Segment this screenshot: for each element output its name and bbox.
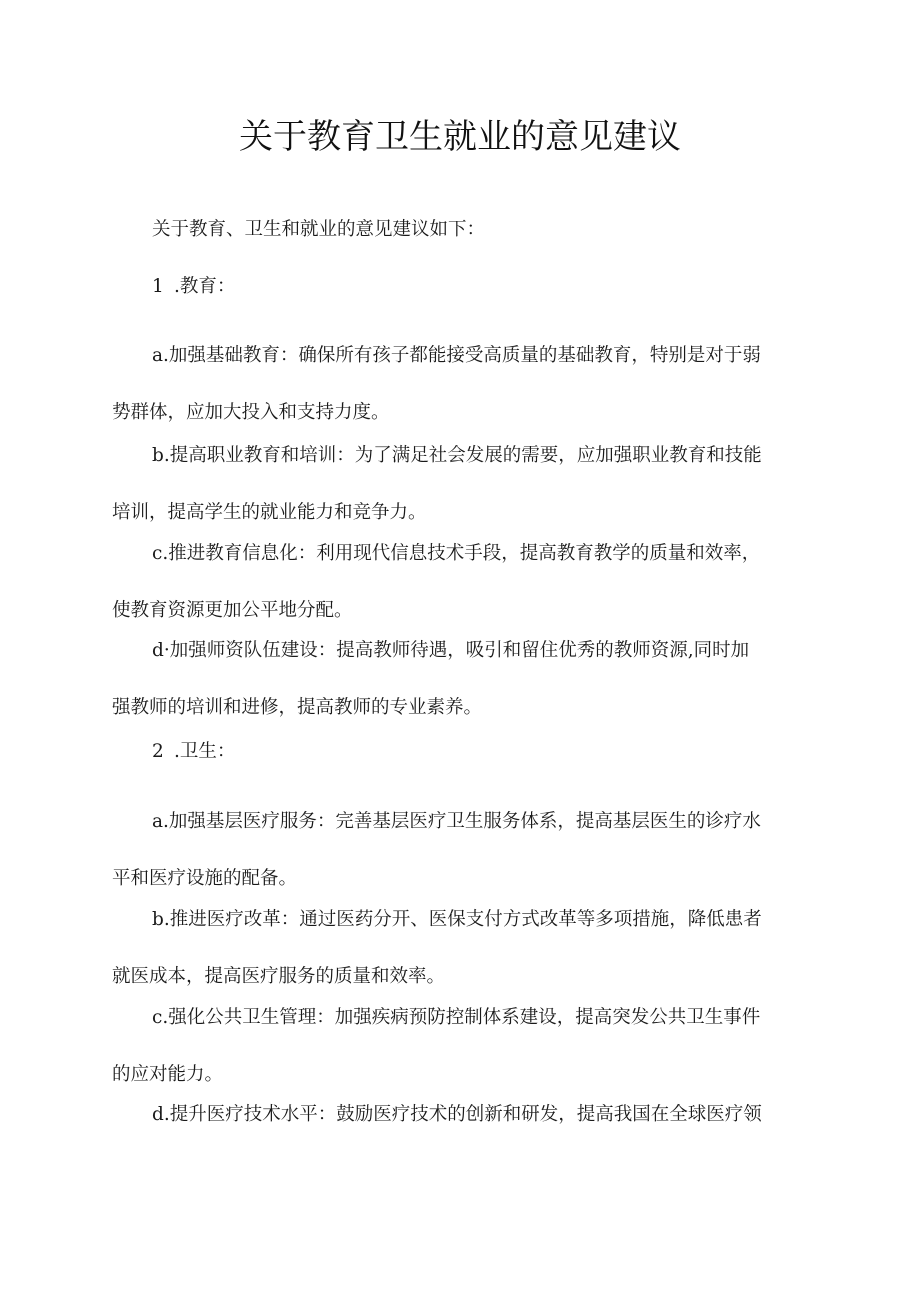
item-line-2: 培训，提高学生的就业能力和竞争力。 (112, 502, 427, 523)
item-line-1: d·加强师资队伍建设：提高教师待遇，吸引和留住优秀的教师资源,同时加 (152, 640, 750, 661)
section-number: 1 (152, 276, 164, 297)
item-line-2: 使教育资源更加公平地分配。 (112, 600, 353, 621)
item-line-2: 就医成本，提高医疗服务的质量和效率。 (112, 966, 446, 987)
item-line-1: b.提高职业教育和培训：为了满足社会发展的需要，应加强职业教育和技能 (152, 445, 762, 466)
document-title: 关于教育卫生就业的意见建议 (239, 117, 681, 157)
section-number: 2 (152, 741, 164, 762)
item-line-1: c.强化公共卫生管理：加强疾病预防控制体系建设，提高突发公共卫生事件 (152, 1007, 761, 1028)
list-item (112, 327, 812, 441)
list-item (112, 891, 812, 1005)
intro-paragraph (112, 201, 812, 258)
item-line-1: b.推进医疗改革：通过医药分开、医保支付方式改革等多项措施，降低患者 (152, 909, 762, 930)
list-item (112, 427, 812, 541)
list-item (112, 793, 812, 907)
item-line-1: d.提升医疗技术水平：鼓励医疗技术的创新和研发，提高我国在全球医疗领 (152, 1104, 762, 1125)
item-line-1: a.加强基础教育：确保所有孩子都能接受高质量的基础教育，特别是对于弱 (152, 345, 761, 366)
section-heading-text: .卫生： (174, 741, 236, 762)
list-item (112, 1086, 812, 1143)
item-line-2: 平和医疗设施的配备。 (112, 868, 298, 889)
section-heading-education (152, 258, 235, 315)
item-line-2: 势群体，应加大投入和支持力度。 (112, 402, 390, 423)
list-item (112, 622, 812, 736)
item-line-2: 强教师的培训和进修，提高教师的专业素养。 (112, 697, 483, 718)
section-heading-health (152, 723, 235, 780)
item-line-2: 的应对能力。 (112, 1064, 224, 1085)
item-line-1: a.加强基层医疗服务：完善基层医疗卫生服务体系，提高基层医生的诊疗水 (152, 811, 761, 832)
intro-text: 关于教育、卫生和就业的意见建议如下： (152, 219, 486, 240)
item-line-1: c.推进教育信息化：利用现代信息技术手段，提高教育教学的质量和效率， (152, 543, 761, 564)
section-heading-text: .教育： (174, 276, 236, 297)
